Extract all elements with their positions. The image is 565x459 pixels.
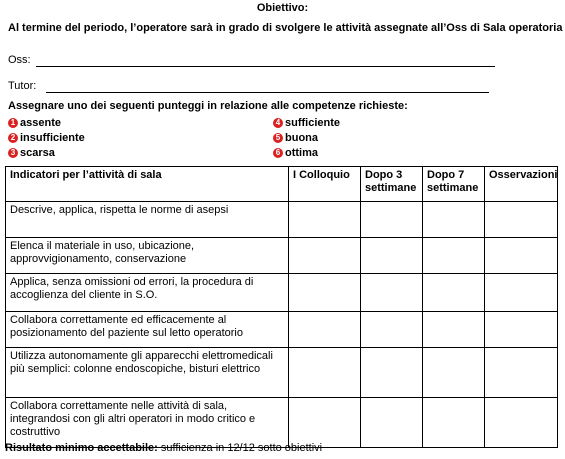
number-badge-icon: 1 [8, 118, 18, 128]
indicator-cell: Descrive, applica, rispetta le norme di asepsi [6, 202, 289, 238]
after-7-weeks-cell[interactable] [423, 238, 485, 274]
after-3-weeks-cell[interactable] [361, 348, 423, 398]
number-badge-icon: 4 [273, 118, 283, 128]
score-label: assente [20, 117, 61, 129]
table-row [6, 398, 558, 448]
after-7-weeks-cell[interactable] [423, 398, 485, 448]
observations-cell[interactable] [485, 238, 558, 274]
header-first-interview: I Colloquio [289, 167, 361, 202]
after-7-weeks-cell[interactable] [423, 348, 485, 398]
after-7-weeks-cell[interactable] [423, 274, 485, 312]
number-badge-icon: 2 [8, 133, 18, 143]
number-badge-icon: 3 [8, 148, 18, 158]
result-label: Risultato minimo accettabile: [5, 442, 158, 454]
oss-field-line[interactable] [36, 66, 495, 67]
indicator-cell: Utilizza autonomamente gli apparecchi elettromedicali più semplici: colonne endoscopiche, bisturi elettrico [6, 348, 289, 398]
score-item [8, 147, 55, 159]
score-item [273, 132, 318, 144]
minimum-result [5, 442, 322, 454]
table-row [6, 202, 558, 238]
first-interview-cell[interactable] [289, 312, 361, 348]
table-row [6, 238, 558, 274]
score-item [8, 117, 61, 129]
indicator-cell: Collabora correttamente ed efficacemente al posizionamento del paziente sul letto operatorio [6, 312, 289, 348]
table-row [6, 312, 558, 348]
header-indicators: Indicatori per l’attività di sala [6, 167, 289, 202]
first-interview-cell[interactable] [289, 398, 361, 448]
score-label: buona [285, 132, 318, 144]
header-observations: Osservazioni [485, 167, 558, 202]
after-3-weeks-cell[interactable] [361, 238, 423, 274]
observations-cell[interactable] [485, 398, 558, 448]
indicator-cell: Applica, senza omissioni od errori, la procedura di accoglienza del cliente in S.O. [6, 274, 289, 312]
observations-cell[interactable] [485, 312, 558, 348]
table-header-row [6, 167, 558, 202]
indicator-cell: Collabora correttamente nelle attività di sala, integrandosi con gli altri operatori in modo critico e costruttivo [6, 398, 289, 448]
observations-cell[interactable] [485, 274, 558, 312]
first-interview-cell[interactable] [289, 274, 361, 312]
score-instruction: Assegnare uno dei seguenti punteggi in relazione alle competenze richieste: [8, 100, 408, 112]
evaluation-table [5, 166, 558, 448]
tutor-label: Tutor: [8, 80, 37, 92]
header-after-3-weeks: Dopo 3 settimane [361, 167, 423, 202]
score-label: scarsa [20, 147, 55, 159]
score-item [273, 117, 340, 129]
result-value: sufficienza in 12/12 sotto obiettivi [160, 442, 323, 454]
after-7-weeks-cell[interactable] [423, 312, 485, 348]
tutor-field-line[interactable] [46, 92, 489, 93]
after-3-weeks-cell[interactable] [361, 398, 423, 448]
table-row [6, 348, 558, 398]
score-label: sufficiente [285, 117, 341, 129]
observations-cell[interactable] [485, 202, 558, 238]
first-interview-cell[interactable] [289, 202, 361, 238]
observations-cell[interactable] [485, 348, 558, 398]
score-item [273, 147, 318, 159]
header-after-7-weeks: Dopo 7 settimane [423, 167, 485, 202]
page-title: Obiettivo: [256, 2, 309, 14]
after-3-weeks-cell[interactable] [361, 312, 423, 348]
score-item [8, 132, 85, 144]
score-label: insufficiente [20, 132, 85, 144]
objective-description: Al termine del periodo, l’operatore sarà in grado di svolgere le attività assegnate all’Oss di Sala operatoria [8, 22, 563, 34]
score-label: ottima [285, 147, 318, 159]
table-row [6, 274, 558, 312]
first-interview-cell[interactable] [289, 348, 361, 398]
number-badge-icon: 5 [273, 133, 283, 143]
number-badge-icon: 6 [273, 148, 283, 158]
first-interview-cell[interactable] [289, 238, 361, 274]
indicator-cell: Elenca il materiale in uso, ubicazione, approvvigionamento, conservazione [6, 238, 289, 274]
after-3-weeks-cell[interactable] [361, 202, 423, 238]
after-3-weeks-cell[interactable] [361, 274, 423, 312]
after-7-weeks-cell[interactable] [423, 202, 485, 238]
oss-label: Oss: [8, 54, 31, 66]
